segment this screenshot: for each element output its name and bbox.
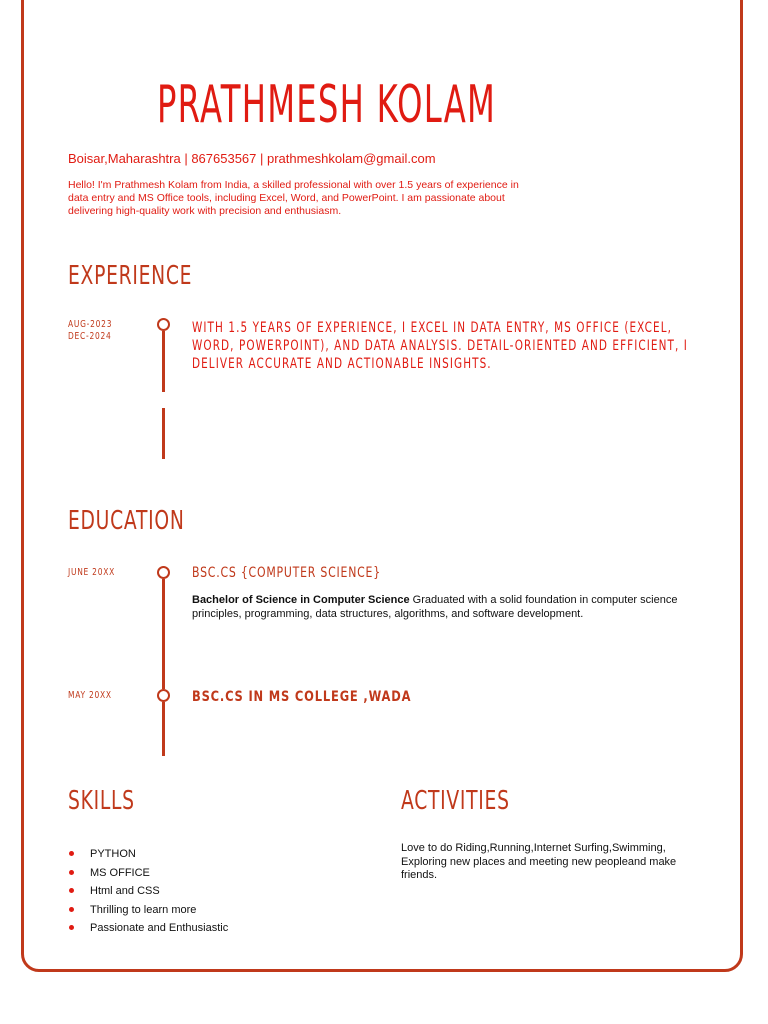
list-item: Passionate and Enthusiastic [68,919,228,938]
timeline-node-icon [157,566,170,579]
education-heading: EDUCATION [68,506,185,536]
degree-details: Graduated with a solid foundation in computer science principles, programming, data structures, algorithms, and software development. [192,594,678,620]
activities-description: Love to do Riding,Running,Internet Surfing,Swimming, Exploring new places and meeting new peopleand make friends. [401,842,677,881]
list-item: Thrilling to learn more [68,901,228,920]
timeline-line [162,408,165,459]
experience-heading: EXPERIENCE [68,261,193,291]
timeline-node-icon [157,689,170,702]
experience-start-date: AUG-2023 [68,319,113,330]
candidate-name: PRATHMESH KOLAM [157,75,497,135]
activities-heading: ACTIVITIES [401,786,510,816]
degree-title: Bachelor of Science in Computer Science [192,594,410,606]
list-item: Html and CSS [68,882,228,901]
education-date-2: MAY 20XX [68,690,112,701]
list-item: MS OFFICE [68,864,228,883]
education-description [192,593,692,621]
skills-list [68,845,228,938]
timeline-line [162,702,165,756]
education-college-heading: BSC.CS IN MS COLLEGE ,WADA [192,689,412,705]
list-item: PYTHON [68,845,228,864]
timeline-line [162,331,165,392]
education-date-1: JUNE 20XX [68,567,116,578]
skills-heading: SKILLS [68,786,135,816]
timeline-node-icon [157,318,170,331]
experience-description: WITH 1.5 YEARS OF EXPERIENCE, I EXCEL IN DATA ENTRY, MS OFFICE (EXCEL, WORD, POWERPOINT), AND DATA ANALYSIS. DETAIL-ORIENTED AND EFFICIENT, I DELIVER ACCURATE AND ACTIONABLE INSIGHTS. [192,320,688,372]
education-degree-heading: BSC.CS {COMPUTER SCIENCE} [192,565,381,581]
page-border [21,0,743,972]
timeline-line [162,579,165,689]
profile-summary: Hello! I'm Prathmesh Kolam from India, a skilled professional with over 1.5 years of experience in data entry and MS Office tools, including Excel, Word, and PowerPoint. I am passionate about delivering high-quality work with precision and enthusiasm. [68,179,519,217]
contact-info: Boisar,Maharashtra | 867653567 | prathmeshkolam@gmail.com [68,151,436,166]
experience-end-date: DEC-2024 [68,331,112,342]
